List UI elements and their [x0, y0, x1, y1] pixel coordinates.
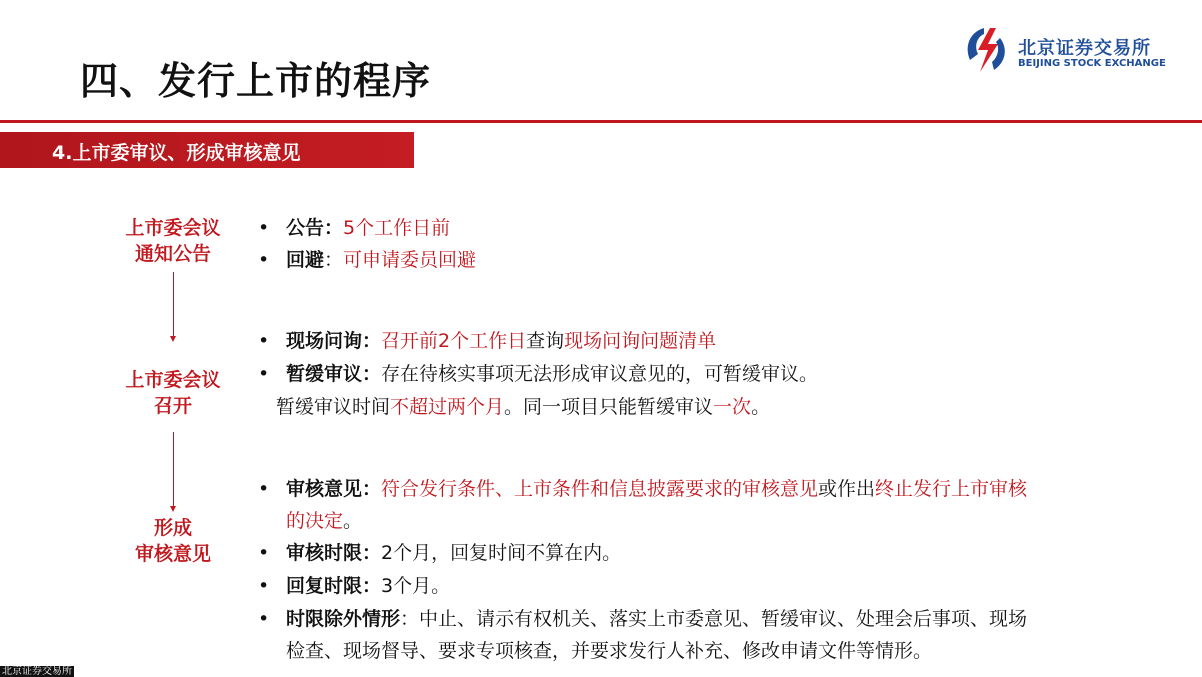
list-item: • 回避：可申请委员回避 [258, 244, 476, 276]
stage-label: 审核意见 [134, 543, 211, 565]
list-item: • 时限除外情形：中止、请示有权机关、落实上市委意见、暂缓审议、处理会后事项、现场 [258, 603, 1027, 635]
section-title: 4.上市委审议、形成审核意见 [52, 142, 301, 164]
list-item-continuation: 暂缓审议时间不超过两个月。同一项目只能暂缓审议一次。 [276, 396, 771, 418]
stage-meeting-notice [98, 215, 248, 267]
stage-label: 通知公告 [134, 243, 211, 265]
stage-label: 召开 [153, 395, 192, 417]
list-item: • 现场问询：召开前2个工作日查询现场问询问题清单 [258, 325, 716, 357]
list-item: • 审核时限：2个月，回复时间不算在内。 [258, 537, 621, 569]
list-item: • 暂缓审议：存在待核实事项无法形成审议意见的，可暂缓审议。 [258, 358, 818, 390]
bullet-icon: • [258, 249, 270, 271]
flow-arrow-line [173, 432, 174, 506]
stage-label: 上市委会议 [125, 217, 221, 239]
footer-watermark: 北京证券交易所 [2, 666, 72, 677]
bullet-icon: • [258, 608, 270, 630]
logo-name-en: BEIJING STOCK EXCHANGE [1018, 58, 1166, 69]
bullet-icon: • [258, 575, 270, 597]
bullet-icon: • [258, 363, 270, 385]
exchange-logo [960, 22, 1185, 82]
list-item-continuation: 的决定。 [286, 510, 363, 532]
logo-name-cn: 北京证券交易所 [1018, 38, 1151, 59]
bullet-icon: • [258, 330, 270, 352]
stage-meeting-held [98, 367, 248, 419]
bullet-icon: • [258, 478, 270, 500]
list-item-continuation: 检查、现场督导、要求专项核查，并要求发行人补充、修改申请文件等情形。 [286, 640, 933, 662]
arrow-down-icon [170, 506, 176, 512]
header-divider [0, 120, 1202, 123]
list-item: • 公告：5个工作日前 [258, 212, 450, 244]
list-item: • 审核意见：符合发行条件、上市条件和信息披露要求的审核意见或作出终止发行上市审核 [258, 473, 1027, 505]
bullet-icon: • [258, 542, 270, 564]
bse-logo-icon [960, 24, 1012, 76]
flow-arrow-line [173, 272, 174, 336]
stage-label: 上市委会议 [125, 369, 221, 391]
page-title: 四、发行上市的程序 [80, 59, 432, 103]
stage-review-opinion [98, 515, 248, 567]
section-header [0, 132, 414, 168]
bullet-icon: • [258, 217, 270, 239]
list-item: • 回复时限：3个月。 [258, 570, 450, 602]
stage-label: 形成 [153, 517, 192, 539]
arrow-down-icon [170, 336, 176, 342]
